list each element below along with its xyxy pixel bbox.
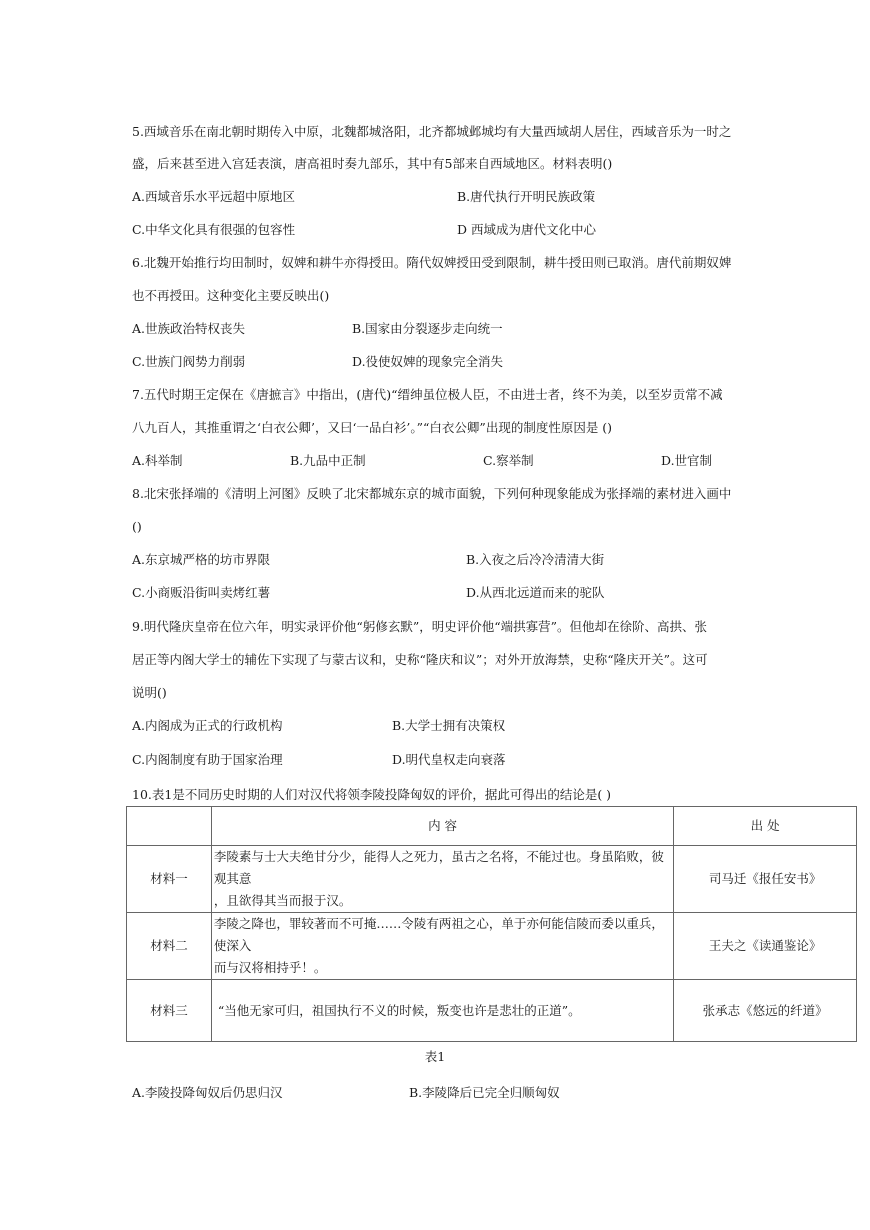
table-caption: 表1 <box>424 1049 446 1064</box>
row-content <box>211 913 673 980</box>
q9-option-a: A.内阁成为正式的行政机构 <box>132 718 283 733</box>
q10-option-a: A.李陵投降匈奴后仍思归汉 <box>132 1085 283 1100</box>
q6-stem-line2: 也不再授田。这种变化主要反映出() <box>132 288 330 303</box>
q6-stem-line1: 6.北魏开始推行均田制时，奴婢和耕牛亦得授田。隋代奴婢授田受到限制，耕牛授田则已取消。唐代前期奴婢 <box>132 255 732 270</box>
q8-stem-line1: 8.北宋张择端的《清明上河图》反映了北宋都城东京的城市面貌，下列何种现象能成为张择端的素材进入画中 <box>132 486 732 501</box>
header-blank-cell <box>127 807 212 846</box>
table-header-row <box>127 807 857 846</box>
q8-option-c: C.小商贩沿街叫卖烤红薯 <box>132 585 271 600</box>
q6-option-c: C.世族门阀势力削弱 <box>132 354 246 369</box>
row-content-line: “当他无家可归，祖国执行不义的时候，叛变也许是悲壮的正道”。 <box>217 1002 581 1018</box>
row-content-line: 李陵之降也，罪较著而不可掩……令陵有两祖之心，单于亦何能信陵而委以重兵，使深入 <box>213 916 664 953</box>
q7-option-a: A.科举制 <box>132 453 183 468</box>
row-content <box>211 846 673 913</box>
q7-option-d: D.世官制 <box>661 453 713 468</box>
header-content: 内 容 <box>211 807 673 846</box>
q7-stem-line2: 八九百人，其推重谓之‘白衣公卿’，又曰‘一品白衫’。”“白衣公卿”出现的制度性原因是 () <box>132 420 613 435</box>
q8-option-b: B.入夜之后冷冷清清大街 <box>466 552 605 567</box>
row-label: 材料二 <box>127 913 212 980</box>
row-source: 张承志《悠远的纤道》 <box>674 980 857 1042</box>
q5-option-b: B.唐代执行开明民族政策 <box>457 189 596 204</box>
q9-option-b: B.大学士拥有决策权 <box>392 718 506 733</box>
row-content-line: 李陵素与士大夫绝甘分少，能得人之死力，虽古之名将，不能过也。身虽陷败，彼观其意 <box>213 849 664 886</box>
q5-option-d: D 西域成为唐代文化中心 <box>457 222 596 237</box>
q7-option-b: B.九品中正制 <box>290 453 366 468</box>
table-row <box>127 913 857 980</box>
q6-option-a: A.世族政治特权丧失 <box>132 321 246 336</box>
q6-option-d: D.役使奴婢的现象完全消失 <box>352 354 504 369</box>
q9-option-d: D.明代皇权走向衰落 <box>392 752 506 767</box>
source-table <box>126 806 857 1042</box>
q7-stem-line1: 7.五代时期王定保在《唐摭言》中指出，(唐代)“缙绅虽位极人臣，不由进士者，终不为美，以至岁贡常不减 <box>132 387 723 402</box>
q8-option-a: A.东京城严格的坊市界限 <box>132 552 271 567</box>
q8-option-d: D.从西北远道而来的驼队 <box>466 585 605 600</box>
row-content-line: 而与汉将相持乎！。 <box>213 960 327 975</box>
row-source: 王夫之《读通鉴论》 <box>674 913 857 980</box>
q8-stem-line2: () <box>132 519 142 534</box>
row-source: 司马迁《报任安书》 <box>674 846 857 913</box>
q5-option-a: A.西域音乐水平远超中原地区 <box>132 189 296 204</box>
q6-option-b: B.国家由分裂逐步走向统一 <box>352 321 503 336</box>
q9-stem-line2: 居正等内阁大学士的辅佐下实现了与蒙古议和，史称“隆庆和议”；对外开放海禁，史称“隆庆开关”。这可 <box>132 652 708 667</box>
q9-option-c: C.内阁制度有助于国家治理 <box>132 752 283 767</box>
row-content <box>211 980 673 1042</box>
q10-option-b: B.李陵降后已完全归顺匈奴 <box>409 1085 560 1100</box>
q5-stem-line2: 盛，后来甚至进入宫廷表演，唐高祖时奏九部乐，其中有5部来自西域地区。材料表明() <box>132 156 613 171</box>
table-row <box>127 846 857 913</box>
row-content-line: ，且欲得其当而报于汉。 <box>213 893 352 908</box>
table-row <box>127 980 857 1042</box>
header-source: 出 处 <box>674 807 857 846</box>
row-label: 材料三 <box>127 980 212 1042</box>
q9-stem-line1: 9.明代隆庆皇帝在位六年，明实录评价他“躬修玄默”，明史评价他“端拱寡营”。但他却在徐阶、高拱、张 <box>132 619 707 634</box>
q9-stem-line3: 说明() <box>132 685 167 700</box>
q7-option-c: C.察举制 <box>483 453 534 468</box>
q10-stem: 10.表1是不同历史时期的人们对汉代将领李陵投降匈奴的评价，据此可得出的结论是( ) <box>132 787 612 802</box>
row-label: 材料一 <box>127 846 212 913</box>
q5-option-c: C.中华文化具有很强的包容性 <box>132 222 296 237</box>
q5-stem-line1: 5.西域音乐在南北朝时期传入中原，北魏都城洛阳，北齐都城邺城均有大量西域胡人居住，西域音乐为一时之 <box>132 124 732 139</box>
